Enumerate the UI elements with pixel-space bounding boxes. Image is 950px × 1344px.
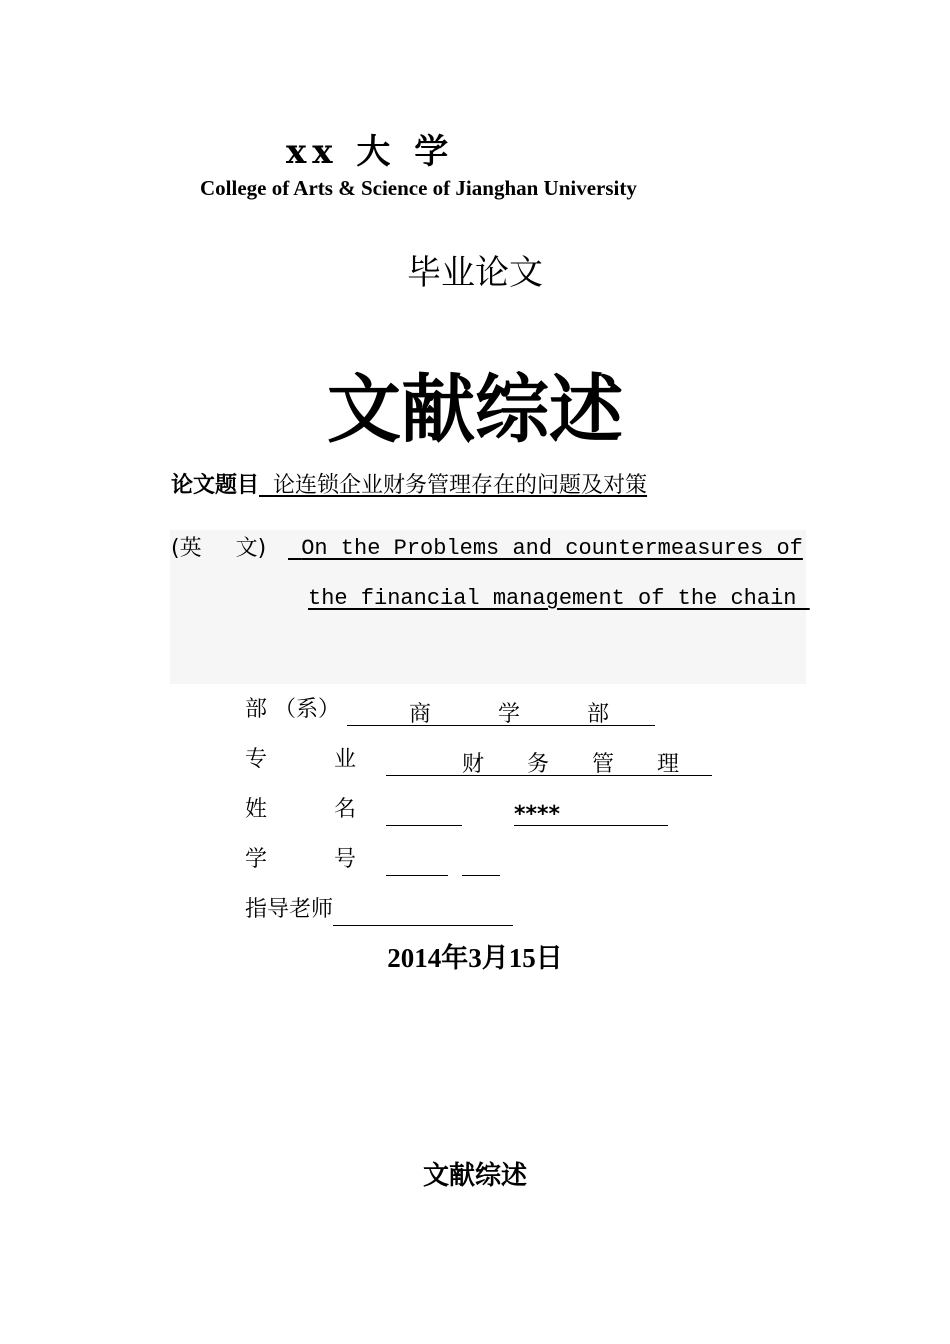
page-title: 文献综述: [327, 367, 623, 453]
major-blank-left: [386, 749, 462, 776]
department-value: 商 学 部: [409, 699, 559, 726]
english-title-line-2: the financial management of the chain: [308, 586, 797, 611]
major-blank-right: [642, 749, 712, 776]
name-blank-left: [386, 799, 462, 826]
topic-row: [171, 470, 647, 502]
topic-label: 论文题目: [171, 473, 260, 498]
thesis-type-label: 毕业论文: [407, 253, 543, 293]
name-row: [245, 794, 668, 826]
department-row: [245, 694, 655, 726]
advisor-row: [245, 894, 513, 926]
english-title-label: (英 文): [171, 536, 267, 561]
university-name: xx 大 学: [286, 132, 455, 172]
student-id-blank-left: [386, 849, 448, 876]
college-english-name: College of Arts & Science of Jianghan University: [200, 176, 637, 200]
student-id-label: 学 号: [245, 847, 386, 872]
topic-value: 论连锁企业财务管理存在的问题及对策: [273, 473, 648, 498]
student-id-blank-right: [462, 849, 500, 876]
advisor-label: 指导老师: [245, 897, 334, 922]
advisor-blank: [333, 899, 513, 926]
department-blank-left: [347, 699, 409, 726]
name-value: ****: [514, 799, 668, 826]
department-label: 部 （系）: [245, 697, 340, 722]
department-blank-right: [559, 699, 655, 726]
date: 2014年3月15日: [387, 943, 563, 973]
name-label: 姓 名: [245, 797, 386, 822]
major-value: 财 务 管 理: [462, 749, 642, 776]
major-label: 专 业: [245, 747, 386, 772]
major-row: [245, 744, 712, 776]
english-title-line-1: On the Problems and countermeasures of: [301, 536, 803, 561]
section-heading: 文献综述: [422, 1161, 527, 1191]
student-id-row: [245, 844, 500, 876]
